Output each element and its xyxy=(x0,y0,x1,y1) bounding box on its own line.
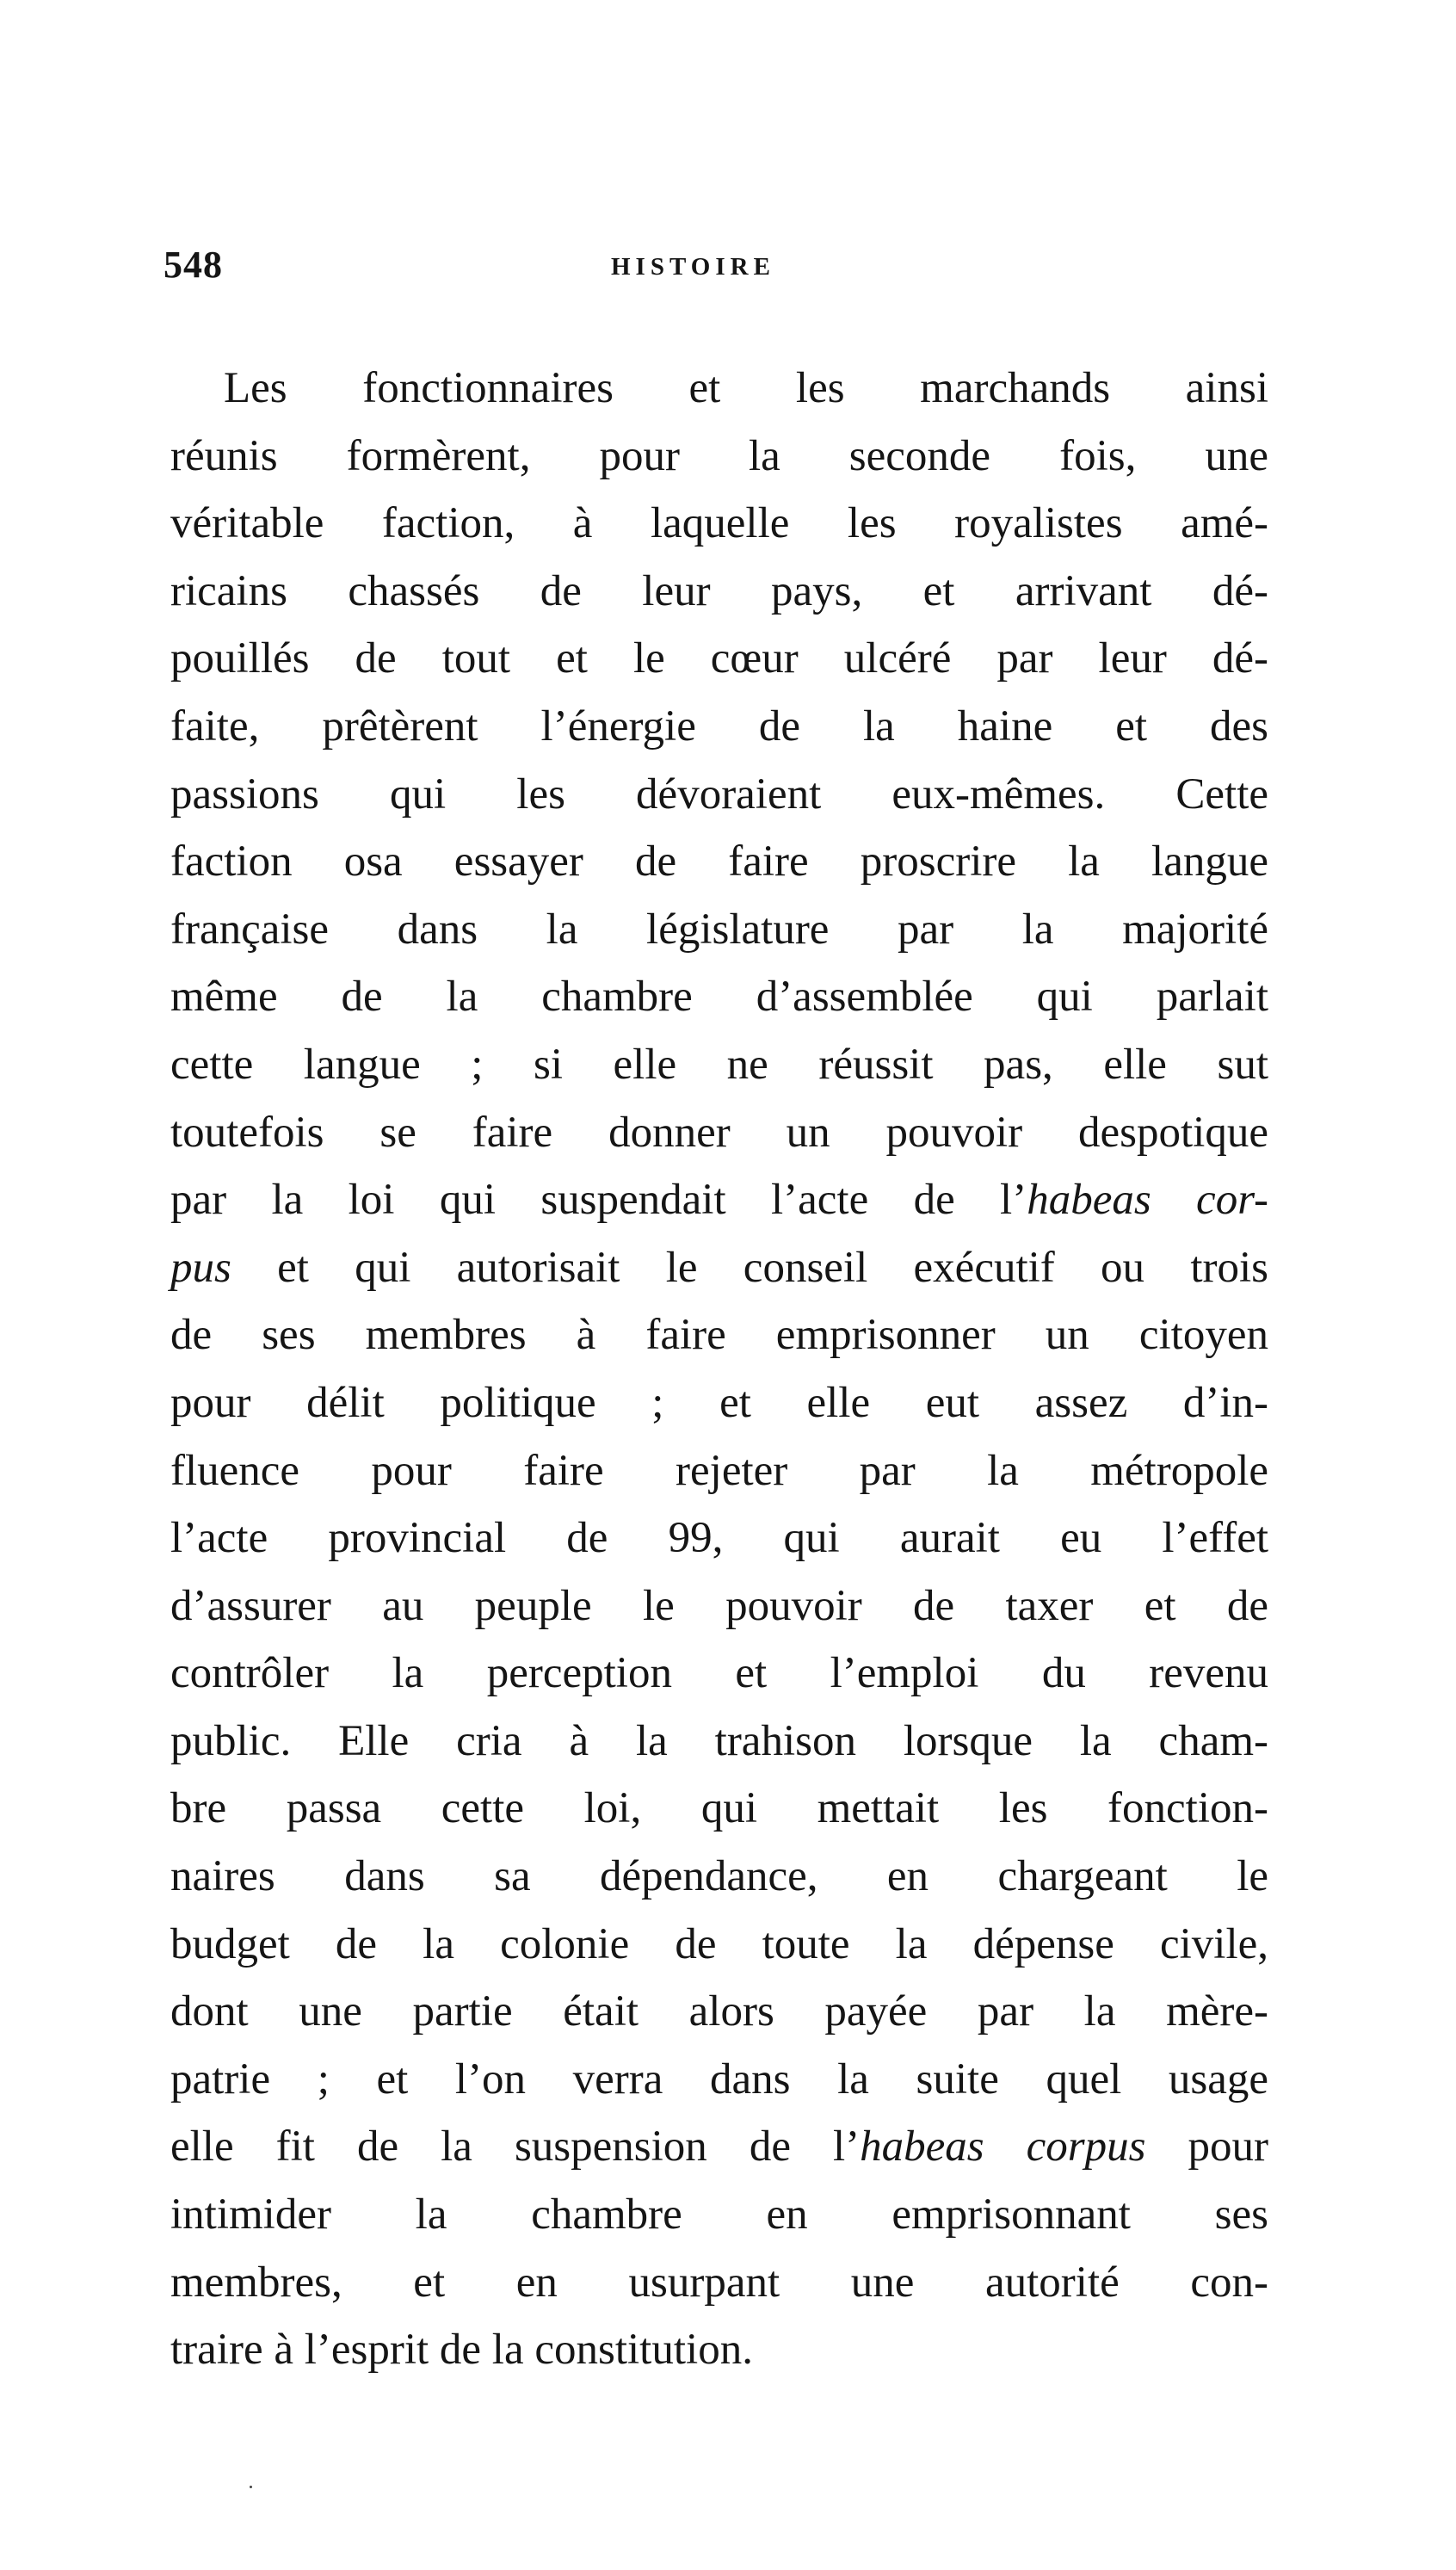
running-head xyxy=(163,239,1291,291)
text-segment: intimider la chambre en emprisonnant ses xyxy=(170,2190,1268,2239)
text-line xyxy=(170,2046,1268,2114)
text-segment: Les fonctionnaires et les marchands ainsi xyxy=(224,364,1268,412)
text-segment: fluence pour faire rejeter par la métropole xyxy=(170,1446,1268,1495)
italic-term: habeas cor- xyxy=(1027,1176,1268,1225)
text-line xyxy=(170,1843,1268,1911)
text-line xyxy=(170,1437,1268,1505)
text-line xyxy=(170,1234,1268,1302)
text-segment: passions qui les dévoraient eux-mêmes. Cette xyxy=(170,769,1268,819)
text-segment: pouillés de tout et le cœur ulcéré par leur dé- xyxy=(170,634,1268,683)
text-line xyxy=(170,896,1268,964)
text-segment: elle fit de la suspension de l’ xyxy=(170,2122,861,2172)
text-segment: naires dans sa dépendance, en chargeant le xyxy=(170,1852,1268,1901)
body-paragraph xyxy=(170,355,1268,2384)
text-line xyxy=(170,1640,1268,1708)
text-segment: faite, prêtèrent l’énergie de la haine et des xyxy=(170,701,1268,751)
text-segment: public. Elle cria à la trahison lorsque la cham- xyxy=(170,1716,1268,1765)
text-segment: réunis formèrent, pour la seconde fois, une xyxy=(170,431,1268,480)
text-line xyxy=(170,693,1268,761)
text-line xyxy=(170,1301,1268,1369)
text-segment: de ses membres à faire emprisonner un citoyen xyxy=(170,1311,1268,1360)
text-line xyxy=(170,1775,1268,1843)
text-segment: traire à l’esprit de la constitution. xyxy=(170,2326,753,2375)
text-segment: contrôler la perception et l’emploi du revenu xyxy=(170,1649,1268,1698)
text-segment: dont une partie était alors payée par la mère- xyxy=(170,1987,1268,2036)
text-line xyxy=(170,1031,1268,1099)
italic-term: pus xyxy=(170,1243,231,1292)
text-segment: par la loi qui suspendait l’acte de l’ xyxy=(170,1176,1027,1225)
text-line xyxy=(170,1099,1268,1167)
text-line xyxy=(170,1572,1268,1640)
text-line xyxy=(170,558,1268,626)
text-segment: et qui autorisait le conseil exécutif ou trois xyxy=(231,1243,1268,1292)
text-segment: budget de la colonie de toute la dépense civile, xyxy=(170,1919,1268,1968)
text-line xyxy=(170,355,1268,423)
text-segment: pour délit politique ; et elle eut assez d’in- xyxy=(170,1378,1268,1427)
text-segment: membres, et en usurpant une autorité con- xyxy=(170,2258,1268,2307)
text-line xyxy=(170,2181,1268,2249)
text-segment: faction osa essayer de faire proscrire la langue xyxy=(170,837,1268,887)
text-segment: pour xyxy=(1145,2122,1268,2172)
text-line xyxy=(170,2249,1268,2317)
text-line xyxy=(170,423,1268,491)
text-segment: l’acte provincial de 99, qui aurait eu l’effet xyxy=(170,1514,1268,1563)
text-segment: ricains chassés de leur pays, et arrivant dé- xyxy=(170,566,1268,615)
text-line xyxy=(170,1369,1268,1437)
text-segment: patrie ; et l’on verra dans la suite quel usage xyxy=(170,2054,1268,2104)
text-line xyxy=(170,1911,1268,1979)
text-line xyxy=(170,2113,1268,2181)
text-segment: véritable faction, à laquelle les royalistes amé- xyxy=(170,499,1268,548)
text-line xyxy=(170,625,1268,693)
text-line xyxy=(170,1978,1268,2046)
italic-term: habeas corpus xyxy=(860,2122,1146,2172)
text-line xyxy=(170,490,1268,558)
text-line xyxy=(170,1504,1268,1572)
text-line xyxy=(170,2316,1268,2384)
page-number: 548 xyxy=(163,244,223,286)
text-segment: d’assurer au peuple le pouvoir de taxer et de xyxy=(170,1581,1268,1630)
text-segment: bre passa cette loi, qui mettait les fonction- xyxy=(170,1784,1268,1833)
text-line xyxy=(170,761,1268,829)
text-segment: même de la chambre d’assemblée qui parlait xyxy=(170,973,1268,1022)
text-segment: cette langue ; si elle ne réussit pas, elle sut xyxy=(170,1040,1268,1089)
running-title: HISTOIRE xyxy=(611,253,775,281)
text-segment: toutefois se faire donner un pouvoir despotique xyxy=(170,1108,1268,1157)
text-line xyxy=(170,1708,1268,1776)
text-line xyxy=(170,963,1268,1031)
text-line xyxy=(170,828,1268,896)
text-line xyxy=(170,1166,1268,1234)
text-segment: française dans la législature par la majorité xyxy=(170,905,1268,954)
print-speck xyxy=(250,2486,252,2488)
